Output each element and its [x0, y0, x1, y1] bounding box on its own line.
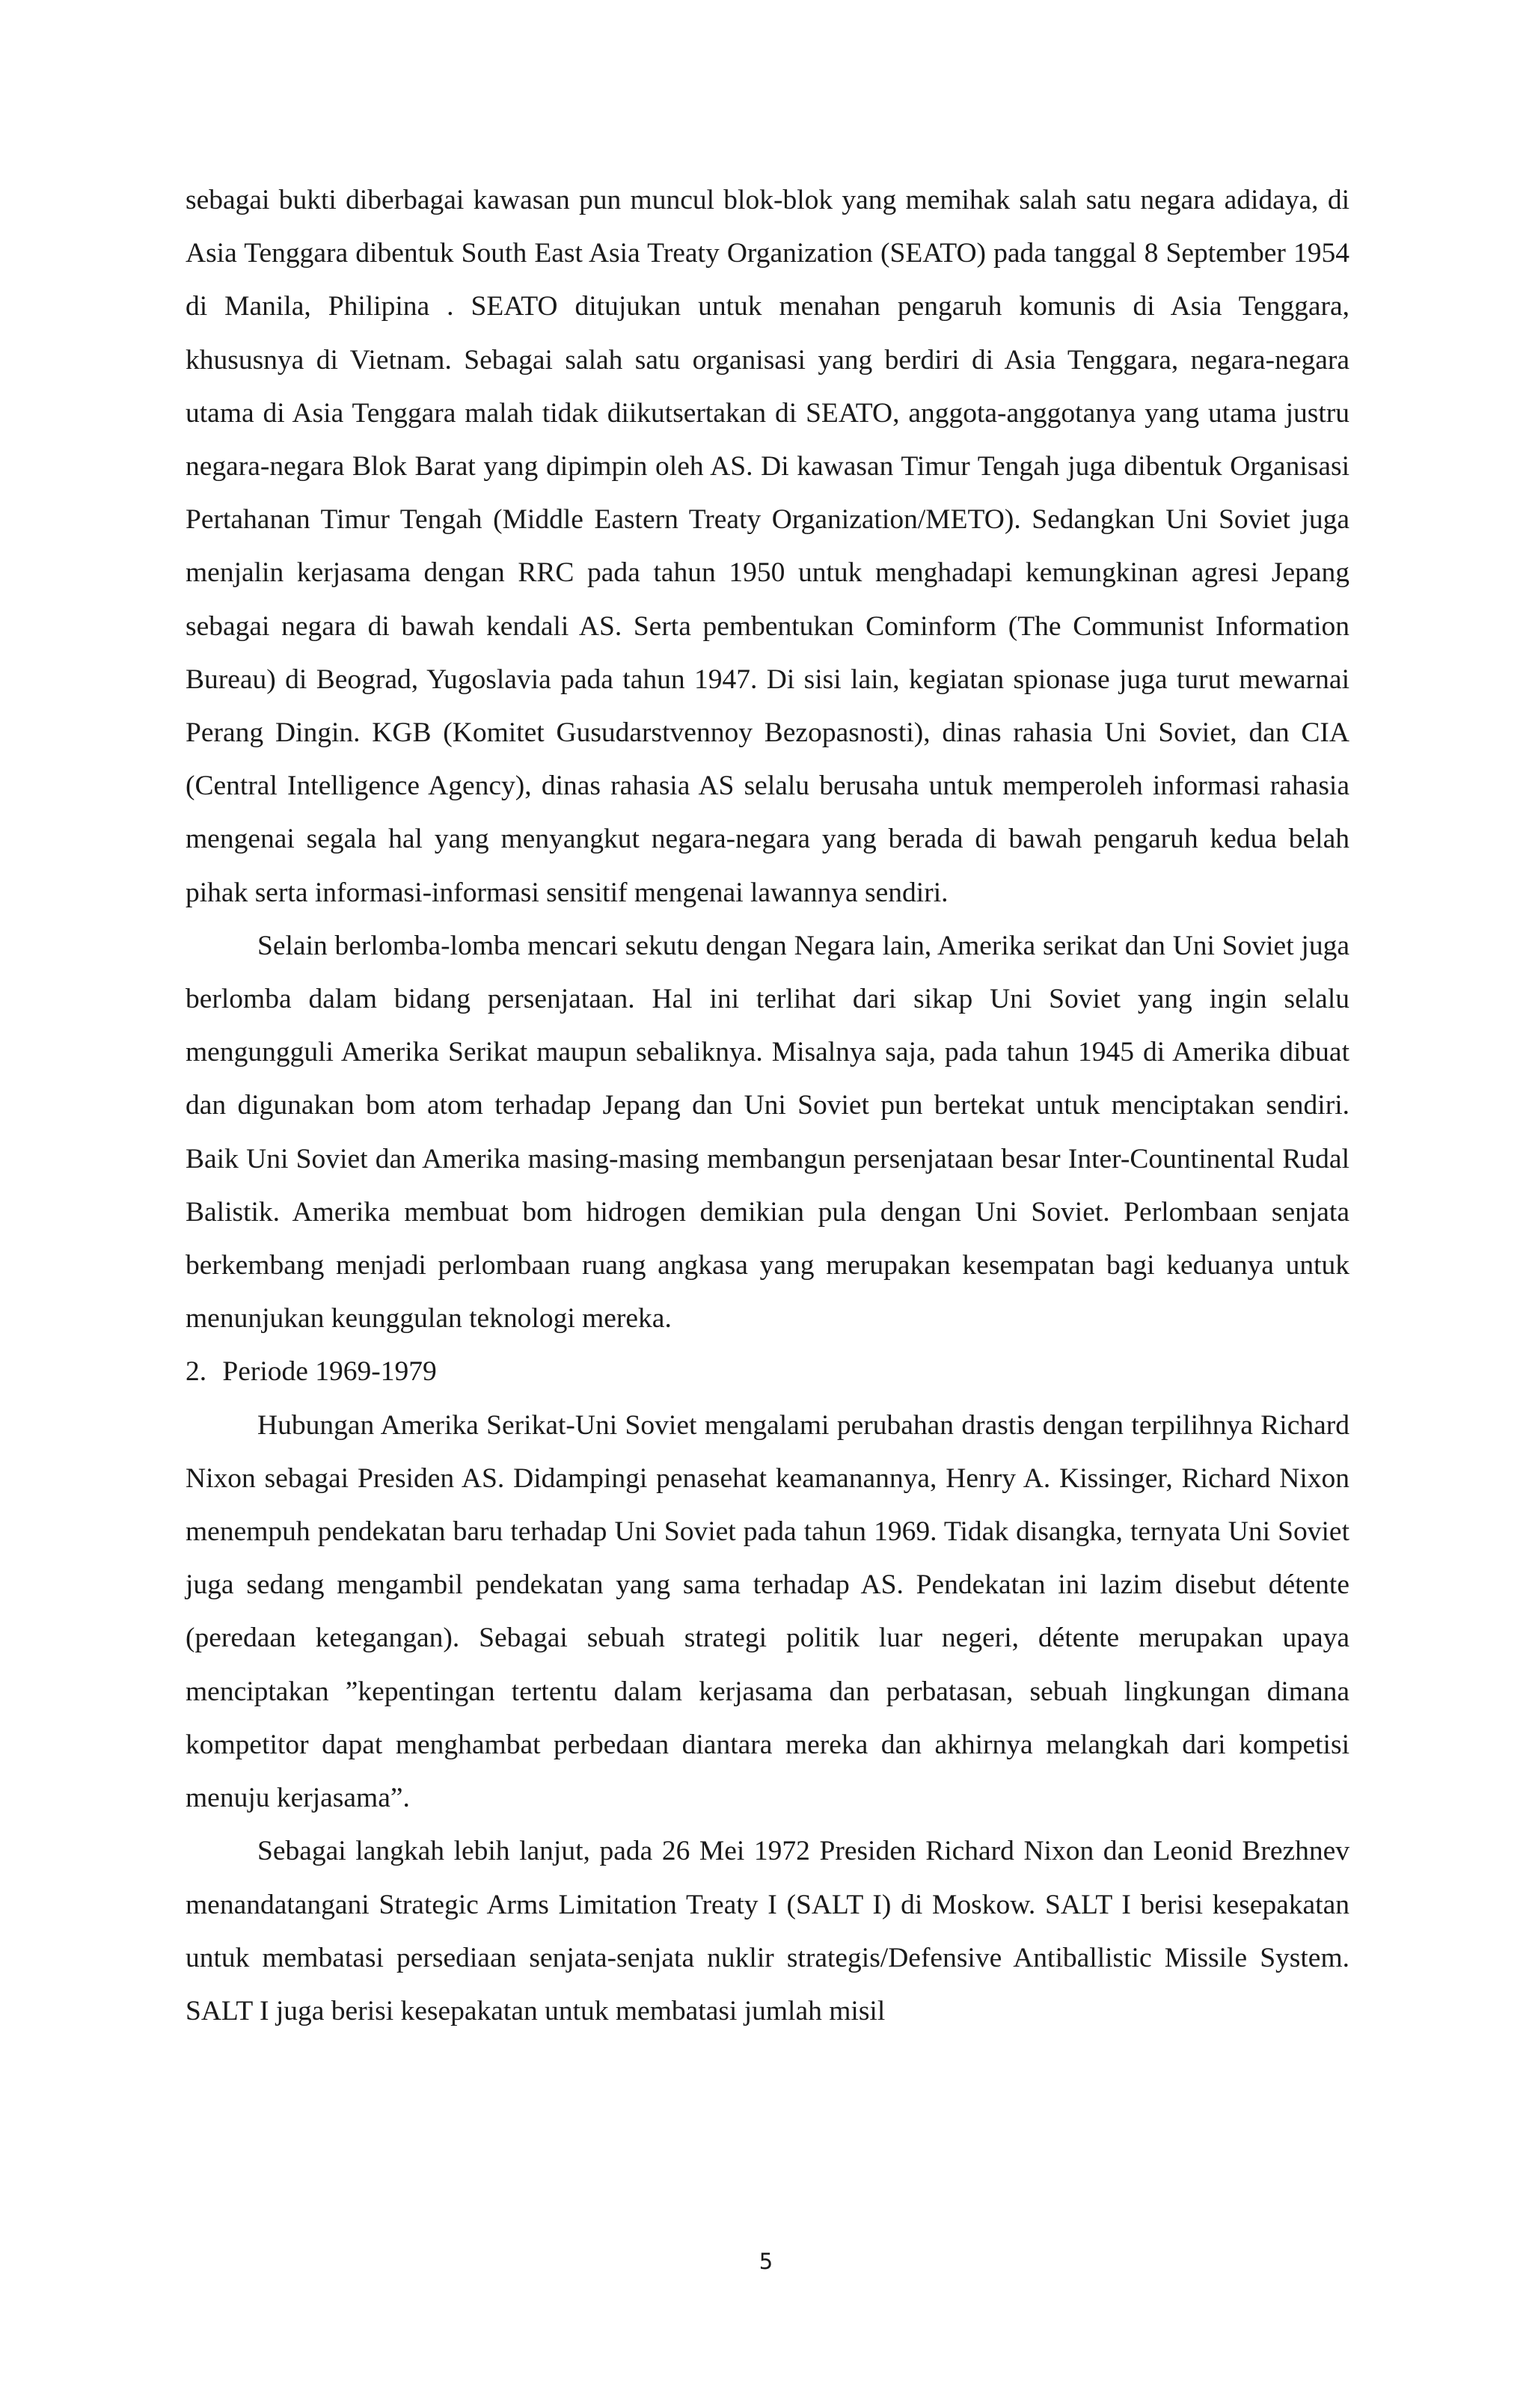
page-number: 5 — [759, 2249, 773, 2274]
paragraph-blocs-and-espionage: sebagai bukti diberbagai kawasan pun muncul blok-blok yang memihak salah satu negara adidaya, di Asia Tenggara dibentuk South East Asia Treaty Organization (SEATO) pada tanggal 8 September 1954 di Manila, Philipina . SEATO ditujukan untuk menahan pengaruh komunis di Asia Tenggara, khususnya di Vietnam. Sebagai salah satu organisasi yang berdiri di Asia Tenggara, negara-negara utama di Asia Tenggara malah tidak diikutsertakan di SEATO, anggota-anggotanya yang utama justru negara-negara Blok Barat yang dipimpin oleh AS. Di kawasan Timur Tengah juga dibentuk Organisasi Pertahanan Timur Tengah (Middle Eastern Treaty Organization/METO). Sedangkan Uni Soviet juga menjalin kerjasama dengan RRC pada tahun 1950 untuk menghadapi kemungkinan agresi Jepang sebagai negara di bawah kendali AS. Serta pembentukan Cominform (The Communist Information Bureau) di Beograd, Yugoslavia pada tahun 1947. Di sisi lain, kegiatan spionase juga turut mewarnai Perang Dingin. KGB (Komitet Gusudarstvennoy Bezopasnosti), dinas rahasia Uni Soviet, dan CIA (Central Intelligence Agency), dinas rahasia AS selalu berusaha untuk memperoleh informasi rahasia mengenai segala hal yang menyangkut negara-negara yang berada di bawah pengaruh kedua belah pihak serta informasi-informasi sensitif mengenai lawannya sendiri. — [186, 185, 1349, 908]
paragraph-arms-race: Selain berlomba-lomba mencari sekutu dengan Negara lain, Amerika serikat dan Uni Soviet juga berlomba dalam bidang persenjataan. Hal ini terlihat dari sikap Uni Soviet yang ingin selalu mengungguli Amerika Serikat maupun sebaliknya. Misalnya saja, pada tahun 1945 di Amerika dibuat dan digunakan bom atom terhadap Jepang dan Uni Soviet pun bertekat untuk menciptakan sendiri. Baik Uni Soviet dan Amerika masing-masing membangun persenjataan besar Inter-Countinental Rudal Balistik. Amerika membuat bom hidrogen demikian pula dengan Uni Soviet. Perlombaan senjata berkembang menjadi perlombaan ruang angkasa yang merupakan kesempatan bagi keduanya untuk menunjukan keunggulan teknologi mereka. — [186, 930, 1349, 1335]
body-text — [186, 174, 1349, 2038]
section-heading-title: Periode 1969-1979 — [222, 1356, 437, 1388]
paragraph-detente: Hubungan Amerika Serikat-Uni Soviet mengalami perubahan drastis dengan terpilihnya Richard Nixon sebagai Presiden AS. Didampingi penasehat keamanannya, Henry A. Kissinger, Richard Nixon menempuh pendekatan baru terhadap Uni Soviet pada tahun 1969. Tidak disangka, ternyata Uni Soviet juga sedang mengambil pendekatan yang sama terhadap AS. Pendekatan ini lazim disebut détente (peredaan ketegangan). Sebagai sebuah strategi politik luar negeri, détente merupakan upaya menciptakan ”kepentingan tertentu dalam kerjasama dan perbatasan, sebuah lingkungan dimana kompetitor dapat menghambat perbedaan diantara mereka dan akhirnya melangkah dari kompetisi menuju kerjasama”. — [186, 1409, 1349, 1814]
section-heading — [186, 1345, 1349, 1398]
paragraph-salt-one: Sebagai langkah lebih lanjut, pada 26 Mei 1972 Presiden Richard Nixon dan Leonid Brezhnev menandatangani Strategic Arms Limitation Treaty I (SALT I) di Moskow. SALT I berisi kesepakatan untuk membatasi persediaan senjata-senjata nuklir strategis/Defensive Antiballistic Missile System. SALT I juga berisi kesepakatan untuk membatasi jumlah misil — [186, 1836, 1349, 2026]
section-heading-number: 2. — [186, 1356, 207, 1388]
